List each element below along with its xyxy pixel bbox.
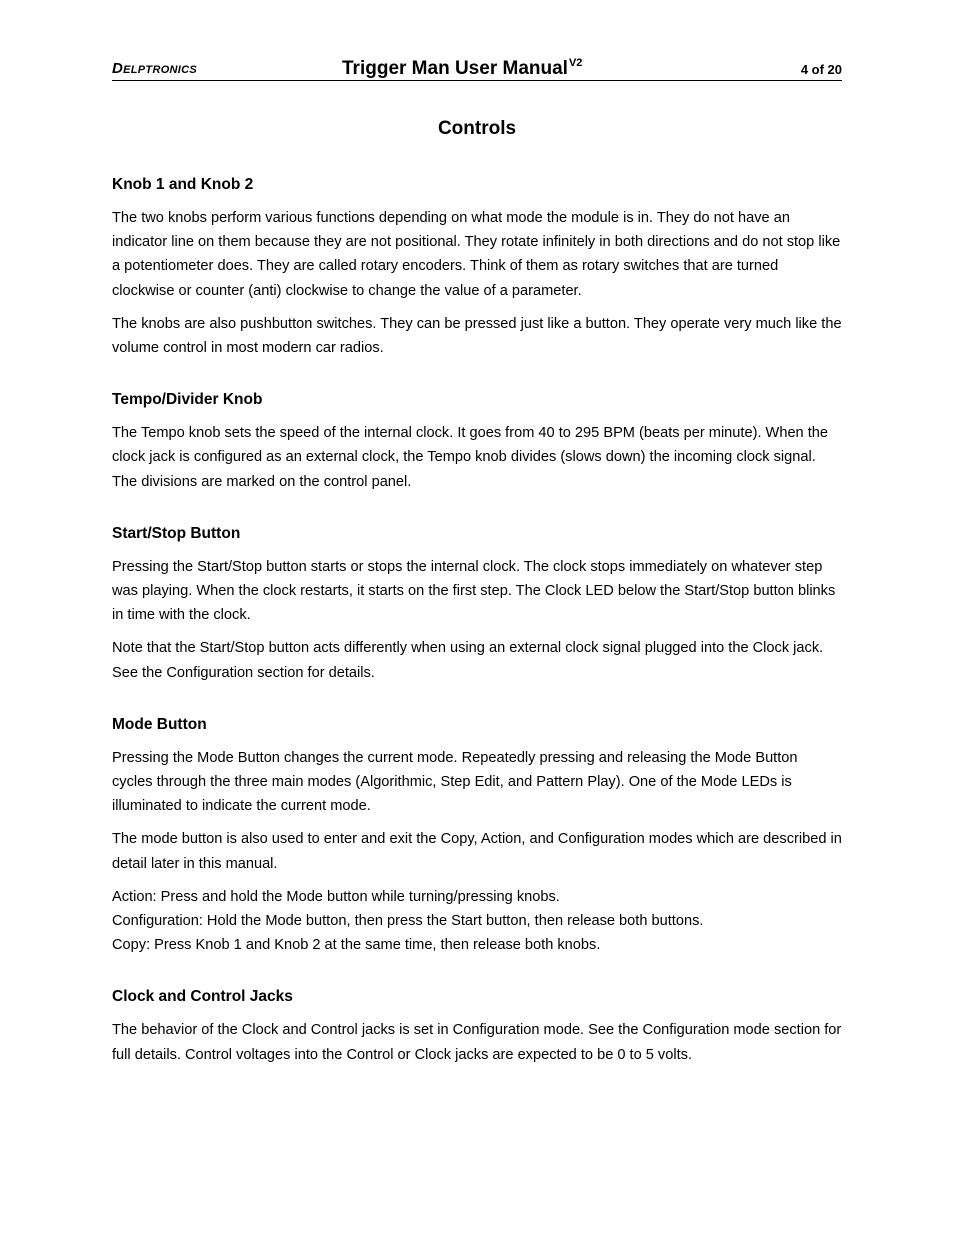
document-title — [342, 57, 582, 80]
subsection-knobs — [112, 173, 842, 360]
paragraph: The mode button is also used to enter and exit the Copy, Action, and Configuration modes which are described in detail later in this manual. — [112, 831, 842, 872]
subsection-start-stop-button — [112, 522, 842, 685]
mode-shortcuts — [112, 885, 842, 958]
page-number: 4 of 20 — [800, 62, 842, 77]
subsection-clock-control-jacks — [112, 985, 842, 1066]
paragraph: Note that the Start/Stop button acts differently when using an external clock signal plugged into the Clock jack. See the Configuration section for details. — [112, 640, 824, 681]
subsection-tempo-knob — [112, 388, 842, 494]
subsection-heading: Mode Button — [112, 715, 207, 733]
subsection-heading: Clock and Control Jacks — [112, 988, 293, 1006]
page-content — [112, 173, 842, 1076]
page-header — [112, 54, 842, 81]
subsection-heading: Start/Stop Button — [112, 524, 241, 542]
paragraph: The Tempo knob sets the speed of the internal clock. It goes from 40 to 295 BPM (beats per minute). When the clock jack is configured as an external clock, the Tempo knob divides (slows down) the incoming clock signal. The divisions are marked on the control panel. — [112, 425, 829, 490]
shortcut-line: Action: Press and hold the Mode button while turning/pressing knobs. — [112, 888, 560, 905]
paragraph: Pressing the Start/Stop button starts or stops the internal clock. The clock stops immediately on whatever step was playing. When the clock restarts, it starts on the first step. The Clock LED below the Start/Stop button blinks in time with the clock. — [112, 558, 836, 624]
document-title-version: V2 — [568, 57, 583, 69]
section-title: Controls — [437, 118, 517, 139]
paragraph: The two knobs perform various functions depending on what mode the module is in. They do not have an indicator line on them because they are not positional. They rotate infinitely in both directions and do not stop like a potentiometer does. They are called rotary encoders. Think of them as rotary switches that are turned clockwise or counter (anti) clockwise to change the value of a parameter. — [112, 210, 841, 299]
subsection-heading: Tempo/Divider Knob — [112, 391, 263, 409]
brand-logo: Delptronics — [112, 60, 198, 77]
shortcut-line: Copy: Press Knob 1 and Knob 2 at the same time, then release both knobs. — [112, 937, 601, 954]
subsection-mode-button — [112, 713, 842, 958]
shortcut-line: Configuration: Hold the Mode button, then press the Start button, then release both buttons. — [112, 913, 704, 930]
paragraph: The behavior of the Clock and Control jacks is set in Configuration mode. See the Configuration mode section for full details. Control voltages into the Control or Clock jacks are expected to be 0 to 5 volts. — [112, 1022, 842, 1063]
paragraph: Pressing the Mode Button changes the current mode. Repeatedly pressing and releasing the Mode Button cycles through the three main modes (Algorithmic, Step Edit, and Pattern Play). One of the Mode LEDs is illuminated to indicate the current mode. — [112, 749, 798, 815]
subsection-heading: Knob 1 and Knob 2 — [112, 176, 254, 193]
paragraph: The knobs are also pushbutton switches. They can be pressed just like a button. They operate very much like the volume control in most modern car radios. — [112, 315, 842, 357]
document-title-text: Trigger Man User Manual — [342, 58, 568, 79]
